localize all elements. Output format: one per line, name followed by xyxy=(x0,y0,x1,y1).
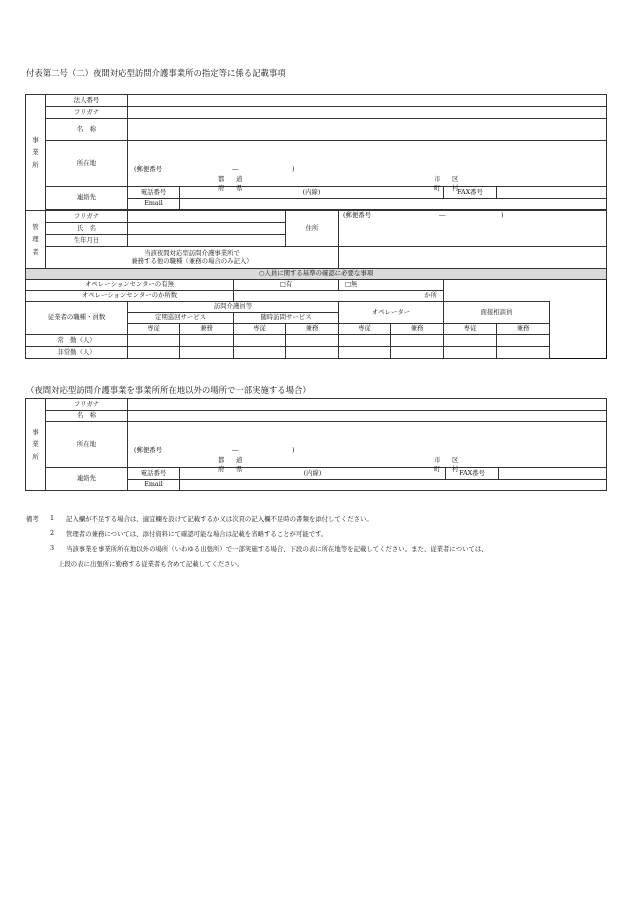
blank-cell xyxy=(444,291,607,302)
teiki-label: 定期巡回サービス xyxy=(128,313,234,324)
staff-count-cell[interactable] xyxy=(180,335,234,347)
mensetsu-label: 面接相談員 xyxy=(444,302,550,324)
meisho-label: 名 称 xyxy=(46,119,128,141)
staff-count-cell[interactable] xyxy=(497,335,550,347)
staff-count-cell[interactable] xyxy=(444,335,497,347)
kanrisha-label: 管理者 xyxy=(26,211,46,269)
sub-naisen-label: (内線) xyxy=(303,468,322,477)
city-son: 村 xyxy=(452,183,459,192)
email-label: Email xyxy=(128,199,180,210)
city-shi: 市 xyxy=(434,174,441,183)
staff-count-cell[interactable] xyxy=(234,335,286,347)
fax-field[interactable] xyxy=(497,187,607,199)
shozaichi-label: 所在地 xyxy=(46,141,128,187)
role-count-label: 従業者の職種・員数 xyxy=(26,302,128,335)
furigana-field[interactable] xyxy=(128,107,607,119)
sub-title: （夜間対応型訪問介護事業を事業所所在地以外の場所で一部実施する場合） xyxy=(26,385,311,395)
note-1-num: 1 xyxy=(50,514,55,522)
op-center-exists-label: オペレーションセンターの有無 xyxy=(26,280,234,291)
blank-cell xyxy=(550,302,607,359)
kenmu-col-label: 兼務 xyxy=(497,324,550,335)
sub-pref-do: 道 xyxy=(236,455,243,464)
sub-fax-label: FAX番号 xyxy=(446,468,499,480)
staff-count-cell[interactable] xyxy=(286,347,339,359)
seinengappi-field[interactable] xyxy=(128,235,286,247)
sub-renrakusaki-label: 連絡先 xyxy=(46,468,128,491)
sub-city-ku: 区 xyxy=(452,455,459,464)
seinengappi-label: 生年月日 xyxy=(46,235,128,247)
form-title: 付表第二号（二）夜間対応型訪問介護事業所の指定等に係る記載事項 xyxy=(26,68,286,78)
kanri-furigana-field[interactable] xyxy=(128,211,286,223)
staff-count-cell[interactable] xyxy=(339,347,391,359)
note-2: 管理者の兼務については、添付資料にて確認可能な場合は記載を省略することが可能です。 xyxy=(66,530,328,538)
note-3b: 上段の表に出張所に勤務する従業者も含めて記載してください。 xyxy=(58,560,244,568)
pref-to: 都 xyxy=(218,174,225,183)
city-cho: 町 xyxy=(434,183,441,192)
notes-heading: 備考 xyxy=(26,515,39,523)
count-unit: か所 xyxy=(424,291,437,300)
staff-count-cell[interactable] xyxy=(234,347,286,359)
sub-denwa-label: 電話番号 xyxy=(128,468,180,480)
sub-city-cho: 町 xyxy=(434,464,441,473)
sub-email-label: Email xyxy=(128,480,180,491)
note-3a: 当該事業を事業所所在地以外の場所（いわゆる出張所）で一部実施する場合、下段の表に所在地等を記載してください。また、従業者については、 xyxy=(66,545,488,553)
staff-count-cell[interactable] xyxy=(286,335,339,347)
meisho-field[interactable] xyxy=(128,119,607,141)
sub-pref-fu: 府 xyxy=(218,464,225,473)
staff-count-cell[interactable] xyxy=(339,335,391,347)
jokin-label: 常 勤（人） xyxy=(26,335,128,347)
jusho-label: 住所 xyxy=(286,211,339,247)
kenmu-label-line2: 兼務する他の職種（兼務の場合のみ記入） xyxy=(131,256,253,265)
sub-postal-close: ) xyxy=(292,445,295,454)
postal-label: (郵便番号 xyxy=(134,164,163,173)
kenmu-col-label: 兼務 xyxy=(286,324,339,335)
staff-count-cell[interactable] xyxy=(128,335,180,347)
hijokin-label: 非常勤（人） xyxy=(26,347,128,359)
city-ku: 区 xyxy=(452,174,459,183)
staff-count-cell[interactable] xyxy=(391,335,444,347)
senju-label: 専従 xyxy=(234,324,286,335)
sub-postal-label: (郵便番号 xyxy=(134,445,163,454)
senju-label: 専従 xyxy=(444,324,497,335)
staff-count-cell[interactable] xyxy=(497,347,550,359)
postal-close: ) xyxy=(292,164,295,173)
op-center-count-label: オペレーションセンターのか所数 xyxy=(26,291,234,302)
sub-meisho-label: 名 称 xyxy=(46,411,128,422)
jusho-field[interactable] xyxy=(339,211,607,247)
jigyosho-label: 事業所 xyxy=(26,95,46,211)
sub-fax-field[interactable] xyxy=(499,468,607,480)
operator-label: オペレーター xyxy=(339,302,444,324)
senju-label: 専従 xyxy=(128,324,180,335)
note-2-num: 2 xyxy=(50,529,55,537)
zuiji-label: 随時訪問サービス xyxy=(234,313,339,324)
renrakusaki-label: 連絡先 xyxy=(46,187,128,210)
kanri-postal-dash: ― xyxy=(439,211,446,219)
pref-do: 道 xyxy=(236,174,243,183)
kenmu-field[interactable] xyxy=(339,247,607,269)
note-1: 記入欄が不足する場合は、適宜欄を設けて記載するか又は次頁の記入欄不足時の書類を添付してください。 xyxy=(66,515,373,523)
staff-count-cell[interactable] xyxy=(391,347,444,359)
kenmu-col-label: 兼務 xyxy=(391,324,444,335)
blank-cell xyxy=(444,280,607,291)
kenmu-label xyxy=(46,247,339,269)
staff-count-cell[interactable] xyxy=(444,347,497,359)
op-center-count-field[interactable] xyxy=(234,291,444,302)
staff-section-header: ○人員に関する基準の確認に必要な事項 xyxy=(26,269,607,280)
note-3-num: 3 xyxy=(50,544,55,552)
hojin-bango-field[interactable] xyxy=(128,95,607,107)
sub-furigana-label: フリガナ xyxy=(46,399,128,411)
kanri-postal-label: (郵便番号 xyxy=(343,211,372,219)
sub-meisho-field[interactable] xyxy=(128,411,607,422)
sub-jigyosho-label: 事業所 xyxy=(26,399,46,491)
homon-kaigoin-label: 訪問介護員等 xyxy=(128,302,339,313)
hojin-bango-label: 法人番号 xyxy=(46,95,128,107)
postal-dash: ― xyxy=(232,164,239,173)
shimei-label: 氏 名 xyxy=(46,223,128,235)
sub-furigana-field[interactable] xyxy=(128,399,607,411)
fax-label: FAX番号 xyxy=(444,187,497,199)
sub-pref-to: 都 xyxy=(218,455,225,464)
sub-office-table xyxy=(25,398,607,491)
kenmu-col-label: 兼務 xyxy=(180,324,234,335)
kanri-postal-close: ) xyxy=(501,211,504,219)
sub-email-field[interactable] xyxy=(180,480,607,491)
main-form-table xyxy=(25,94,607,359)
pref-ken: 県 xyxy=(236,183,243,192)
sub-pref-ken: 県 xyxy=(236,464,243,473)
shimei-field[interactable] xyxy=(128,223,286,235)
sub-city-shi: 市 xyxy=(434,455,441,464)
staff-count-cell[interactable] xyxy=(180,347,234,359)
senju-label: 専従 xyxy=(339,324,391,335)
kanri-furigana-label: フリガナ xyxy=(46,211,128,223)
denwa-label: 電話番号 xyxy=(128,187,180,199)
kenmu-label-line1: 当該夜間対応型訪問介護事業所で xyxy=(144,249,240,258)
furigana-label: フリガナ xyxy=(46,107,128,119)
staff-count-cell[interactable] xyxy=(128,347,180,359)
email-field[interactable] xyxy=(180,199,607,210)
option-no[interactable]: □無 xyxy=(339,280,444,291)
sub-shozaichi-label: 所在地 xyxy=(46,422,128,468)
option-yes[interactable]: □有 xyxy=(234,280,339,291)
sub-city-son: 村 xyxy=(452,464,459,473)
naisen-label: (内線) xyxy=(302,187,321,196)
sub-postal-dash: ― xyxy=(232,445,239,454)
pref-fu: 府 xyxy=(218,183,225,192)
